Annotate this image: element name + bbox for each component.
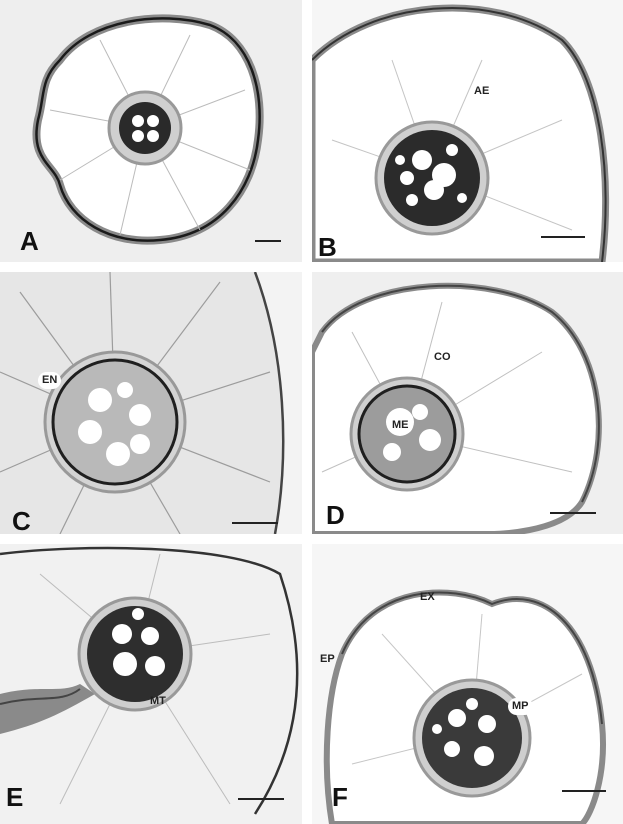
scale-bar — [255, 240, 281, 242]
panel-c — [0, 272, 302, 534]
panel-label: A — [20, 226, 39, 256]
panel-f — [312, 544, 623, 824]
panel-label: D — [326, 500, 345, 530]
micrograph-b — [312, 0, 623, 262]
panel-a — [0, 0, 302, 262]
panel-e — [0, 544, 302, 824]
panel-label: C — [12, 506, 31, 534]
scale-bar — [562, 790, 606, 792]
annotation-en: EN — [38, 372, 61, 389]
panel-b — [312, 0, 623, 262]
panel-label: F — [332, 782, 348, 812]
annotation-ae: AE — [474, 85, 490, 97]
scale-bar — [550, 512, 596, 514]
panel-label: E — [6, 782, 24, 812]
annotation-me: ME — [388, 417, 413, 434]
scale-bar — [541, 236, 585, 238]
scale-bar — [238, 798, 284, 800]
annotation-co: CO — [434, 351, 451, 363]
panel-d — [312, 272, 623, 534]
micrograph-f — [312, 544, 623, 824]
micrograph-c — [0, 272, 302, 534]
scale-bar — [232, 522, 278, 524]
micrograph-d — [312, 272, 623, 534]
annotation-ep: EP — [320, 653, 335, 665]
micrograph-a — [0, 0, 302, 262]
annotation-ex: EX — [420, 591, 435, 603]
annotation-mt: MT — [150, 695, 166, 707]
micrograph-e — [0, 544, 302, 824]
annotation-mp: MP — [508, 698, 533, 715]
panel-label: B — [318, 232, 337, 262]
